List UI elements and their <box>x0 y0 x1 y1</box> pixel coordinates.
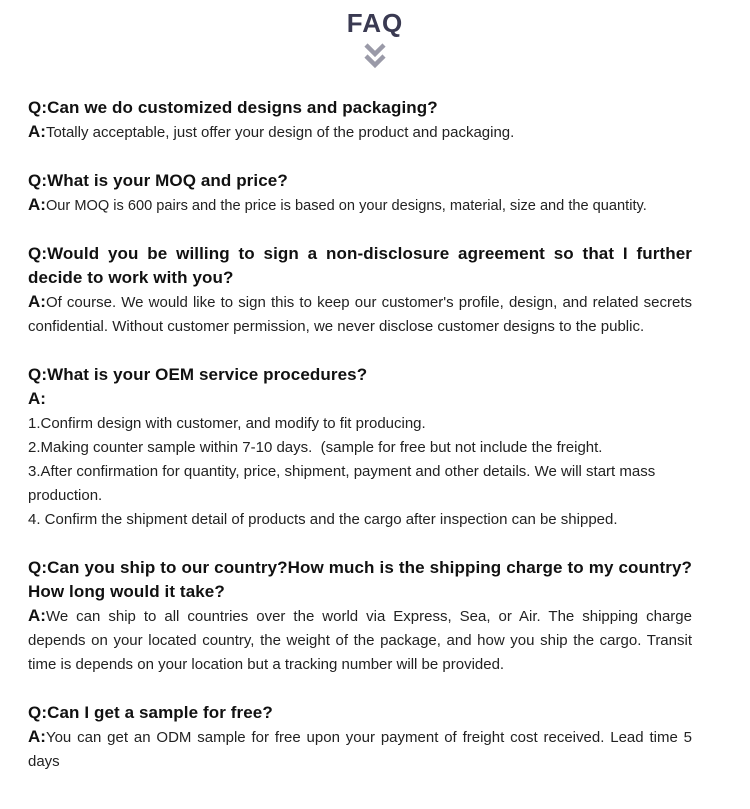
answer-prefix: A: <box>28 606 46 625</box>
answer-prefix: A: <box>28 195 46 214</box>
question-prefix: Q: <box>28 365 48 384</box>
procedure-step: 1.Confirm design with customer, and modify to fit producing. <box>28 415 426 432</box>
faq-item <box>28 242 692 339</box>
faq-item <box>28 169 692 218</box>
answer-prefix: A: <box>28 389 46 408</box>
faq-question <box>28 169 692 193</box>
faq-header <box>0 6 750 70</box>
faq-answer <box>28 387 692 412</box>
faq-question <box>28 556 692 604</box>
faq-question <box>28 96 692 120</box>
question-prefix: Q: <box>28 703 48 722</box>
answer-text: Of course. We would like to sign this to keep our customer's profile, design, and related secrets confidential. Without customer permission, we never disclose customer designs to the public. <box>28 294 692 335</box>
faq-item <box>28 96 692 145</box>
procedure-step: 2.Making counter sample within 7-10 days. (sample for free but not include the freight. <box>28 439 603 456</box>
faq-list <box>28 96 692 774</box>
faq-question <box>28 242 692 290</box>
answer-prefix: A: <box>28 727 46 746</box>
question-text: Can I get a sample for free? <box>47 703 273 722</box>
answer-text: Totally acceptable, just offer your design of the product and packaging. <box>45 124 515 141</box>
question-text: Can you ship to our country?How much is the shipping charge to my country? How long would it take? <box>28 558 692 601</box>
question-text: What is your OEM service procedures? <box>47 365 368 384</box>
faq-question <box>28 701 692 725</box>
question-prefix: Q: <box>28 171 48 190</box>
faq-answer <box>28 604 692 677</box>
answer-text: You can get an ODM sample for free upon your payment of freight cost received. Lead time 5 days <box>28 729 692 770</box>
faq-answer <box>28 193 692 218</box>
procedure-step: 4. Confirm the shipment detail of products and the cargo after inspection can be shipped. <box>28 511 618 528</box>
question-prefix: Q: <box>28 98 48 117</box>
faq-item <box>28 363 692 532</box>
answer-text: Our MOQ is 600 pairs and the price is based on your designs, material, size and the quantity. <box>45 198 647 214</box>
faq-answer <box>28 725 692 774</box>
faq-question <box>28 363 692 387</box>
faq-answer <box>28 120 692 145</box>
question-text: Can we do customized designs and packaging? <box>47 98 438 117</box>
page-title: FAQ <box>346 8 404 38</box>
answer-prefix: A: <box>28 122 46 141</box>
faq-item <box>28 701 692 774</box>
procedure-step: 3.After confirmation for quantity, price, shipment, payment and other details. We will start mass production. <box>28 463 660 504</box>
answer-prefix: A: <box>28 292 46 311</box>
faq-answer <box>28 290 692 339</box>
question-prefix: Q: <box>28 244 48 263</box>
faq-item <box>28 556 692 677</box>
question-prefix: Q: <box>28 558 48 577</box>
double-chevron-down-icon <box>363 42 387 70</box>
question-text: Would you be willing to sign a non-disclosure agreement so that I further decide to work with you? <box>28 244 692 287</box>
question-text: What is your MOQ and price? <box>47 171 288 190</box>
answer-text: We can ship to all countries over the world via Express, Sea, or Air. The shipping charge depends on your located country, the weight of the package, and how you ship the cargo. Transit time is depends on your location but a tracking number will be provided. <box>28 608 692 673</box>
